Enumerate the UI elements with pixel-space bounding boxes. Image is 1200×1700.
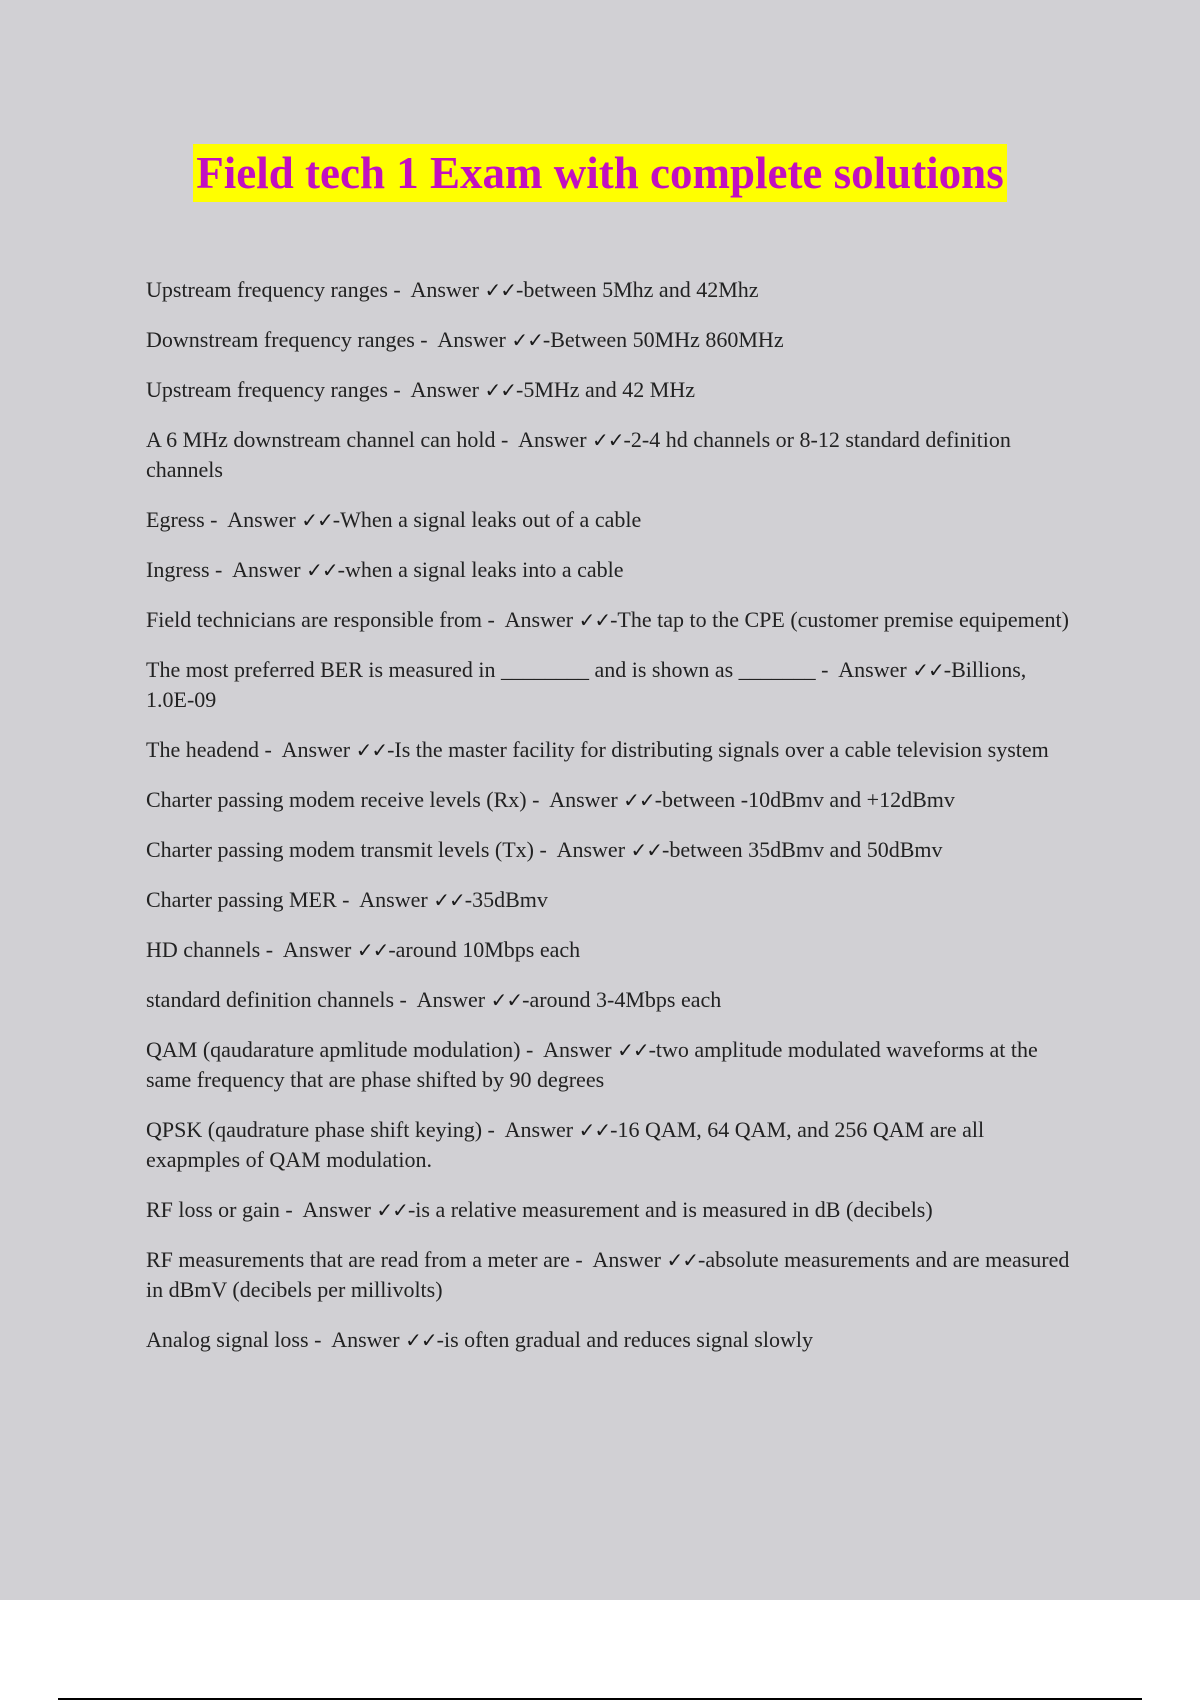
answer-dash: - [387,737,395,762]
qa-item [146,1115,1076,1175]
separator: - [482,1117,505,1142]
answer-dash: - [436,1327,444,1352]
qa-item [146,935,1076,965]
answer-text: absolute measurements and are measured in dBmV (decibels per millivolts) [146,1247,1070,1302]
separator: - [204,507,228,532]
answer-dash: - [542,327,551,352]
qa-item [146,425,1076,485]
separator: - [387,377,411,402]
double-check-icon: ✓✓ [376,1198,408,1222]
double-check-icon: ✓✓ [405,1328,437,1352]
answer-text: around 3-4Mbps each [529,987,722,1012]
qa-item [146,1325,1076,1355]
separator: - [260,937,283,962]
answer-text: two amplitude modulated waveforms at the same frequency that are phase shifted by 90 degrees [146,1037,1038,1092]
answer-dash: - [332,507,341,532]
separator: - [520,1037,544,1062]
question-text: Upstream frequency ranges [146,377,388,402]
question-text: Egress [146,507,205,532]
separator: - [387,277,411,302]
double-check-icon: ✓✓ [912,658,944,682]
document-title: Field tech 1 Exam with complete solutions [193,144,1006,202]
answer-dash: - [515,277,524,302]
double-check-icon: ✓✓ [490,988,523,1012]
answer-label: Answer [518,427,587,452]
answer-text: Between 50MHz 860MHz [550,327,784,352]
double-check-icon: ✓✓ [484,278,516,302]
question-text: RF measurements that are read from a meter are [146,1247,570,1272]
question-text: Charter passing MER [146,887,337,912]
question-text: A 6 MHz downstream channel can hold [146,427,496,452]
answer-text: between -10dBmv and +12dBmv [662,787,955,812]
answer-label: Answer [556,837,626,862]
double-check-icon: ✓✓ [623,788,655,812]
answer-label: Answer [282,937,352,962]
double-check-icon: ✓✓ [433,888,465,912]
answer-text: 5MHz and 42 MHz [523,377,696,402]
separator: - [495,427,519,452]
answer-dash: - [662,837,670,862]
answer-dash: - [610,607,618,632]
double-check-icon: ✓✓ [511,328,543,352]
separator: - [308,1327,332,1352]
separator: - [259,737,282,762]
answer-text: between 35dBmv and 50dBmv [669,837,943,862]
answer-text: is often gradual and reduces signal slowly [443,1327,813,1352]
answer-label: Answer [227,507,296,532]
answer-dash: - [943,657,952,682]
answer-label: Answer [359,887,428,912]
question-text: Field technicians are responsible from [146,607,483,632]
double-check-icon: ✓✓ [306,558,338,582]
answer-dash: - [654,787,663,812]
separator: - [279,1197,303,1222]
answer-label: Answer [437,327,506,352]
qa-item [146,655,1076,715]
qa-item [146,985,1076,1015]
double-check-icon: ✓✓ [484,378,516,402]
answer-label: Answer [302,1197,371,1222]
answer-label: Answer [410,277,479,302]
question-text: Analog signal loss [146,1327,309,1352]
answer-label: Answer [281,737,351,762]
question-text: Upstream frequency ranges [146,277,388,302]
answer-label: Answer [838,657,907,682]
answer-dash: - [388,937,396,962]
double-check-icon: ✓✓ [356,938,389,962]
question-text: The most preferred BER is measured in ________ and is shown as _______ [146,657,816,682]
question-text: The headend [146,737,259,762]
answer-text: between 5Mhz and 42Mhz [523,277,759,302]
question-text: QPSK (qaudrature phase shift keying) [146,1117,483,1142]
answer-label: Answer [331,1327,400,1352]
double-check-icon: ✓✓ [666,1248,698,1272]
separator: - [533,837,557,862]
qa-item [146,325,1076,355]
qa-item [146,785,1076,815]
question-text: Charter passing modem receive levels (Rx) [146,787,527,812]
answer-dash: - [698,1247,706,1272]
answer-text: When a signal leaks out of a cable [340,507,642,532]
question-text: Ingress [146,557,210,582]
separator: - [209,557,233,582]
qa-item [146,1245,1076,1305]
qa-item [146,505,1076,535]
answer-label: Answer [410,377,479,402]
answer-text: around 10Mbps each [395,937,581,962]
qa-item [146,1035,1076,1095]
answer-dash: - [464,887,473,912]
qa-item [146,605,1076,635]
answer-text: 16 QAM, 64 QAM, and 256 QAM are all exapmples of QAM modulation. [146,1117,985,1172]
answer-dash: - [407,1197,416,1222]
answer-text: 2-4 hd channels or 8-12 standard definition channels [146,427,1011,482]
qa-item [146,835,1076,865]
double-check-icon: ✓✓ [301,508,333,532]
answer-dash: - [337,557,345,582]
answer-label: Answer [504,607,574,632]
answer-text: when a signal leaks into a cable [344,557,624,582]
answer-text: The tap to the CPE (customer premise equipement) [617,607,1069,632]
answer-dash: - [623,427,631,452]
double-check-icon: ✓✓ [355,738,388,762]
question-text: RF loss or gain [146,1197,280,1222]
qa-list [146,275,1076,1375]
separator: - [414,327,438,352]
double-check-icon: ✓✓ [578,1118,611,1142]
separator: - [482,607,505,632]
title-container [0,144,1200,202]
answer-label: Answer [504,1117,574,1142]
separator: - [336,887,360,912]
qa-item [146,375,1076,405]
answer-dash: - [515,377,524,402]
separator: - [394,987,417,1012]
answer-dash: - [610,1117,618,1142]
answer-label: Answer [232,557,301,582]
question-text: QAM (qaudarature apmlitude modulation) [146,1037,521,1062]
answer-dash: - [522,987,530,1012]
qa-item [146,555,1076,585]
qa-item [146,735,1076,765]
answer-text: 35dBmv [472,887,548,912]
answer-dash: - [648,1037,656,1062]
qa-item [146,275,1076,305]
qa-item [146,885,1076,915]
answer-label: Answer [543,1037,612,1062]
answer-text: Is the master facility for distributing signals over a cable television system [394,737,1049,762]
qa-item [146,1195,1076,1225]
question-text: Downstream frequency ranges [146,327,415,352]
separator: - [815,657,839,682]
double-check-icon: ✓✓ [578,608,611,632]
question-text: standard definition channels [146,987,395,1012]
double-check-icon: ✓✓ [630,838,663,862]
separator: - [569,1247,593,1272]
separator: - [526,787,550,812]
answer-text: Billions, 1.0E-09 [146,657,1027,712]
question-text: HD channels [146,937,261,962]
double-check-icon: ✓✓ [592,428,624,452]
answer-label: Answer [592,1247,661,1272]
answer-label: Answer [549,787,618,812]
answer-label: Answer [416,987,486,1012]
double-check-icon: ✓✓ [617,1038,649,1062]
question-text: Charter passing modem transmit levels (Tx) [146,837,534,862]
answer-text: is a relative measurement and is measured in dB (decibels) [415,1197,933,1222]
